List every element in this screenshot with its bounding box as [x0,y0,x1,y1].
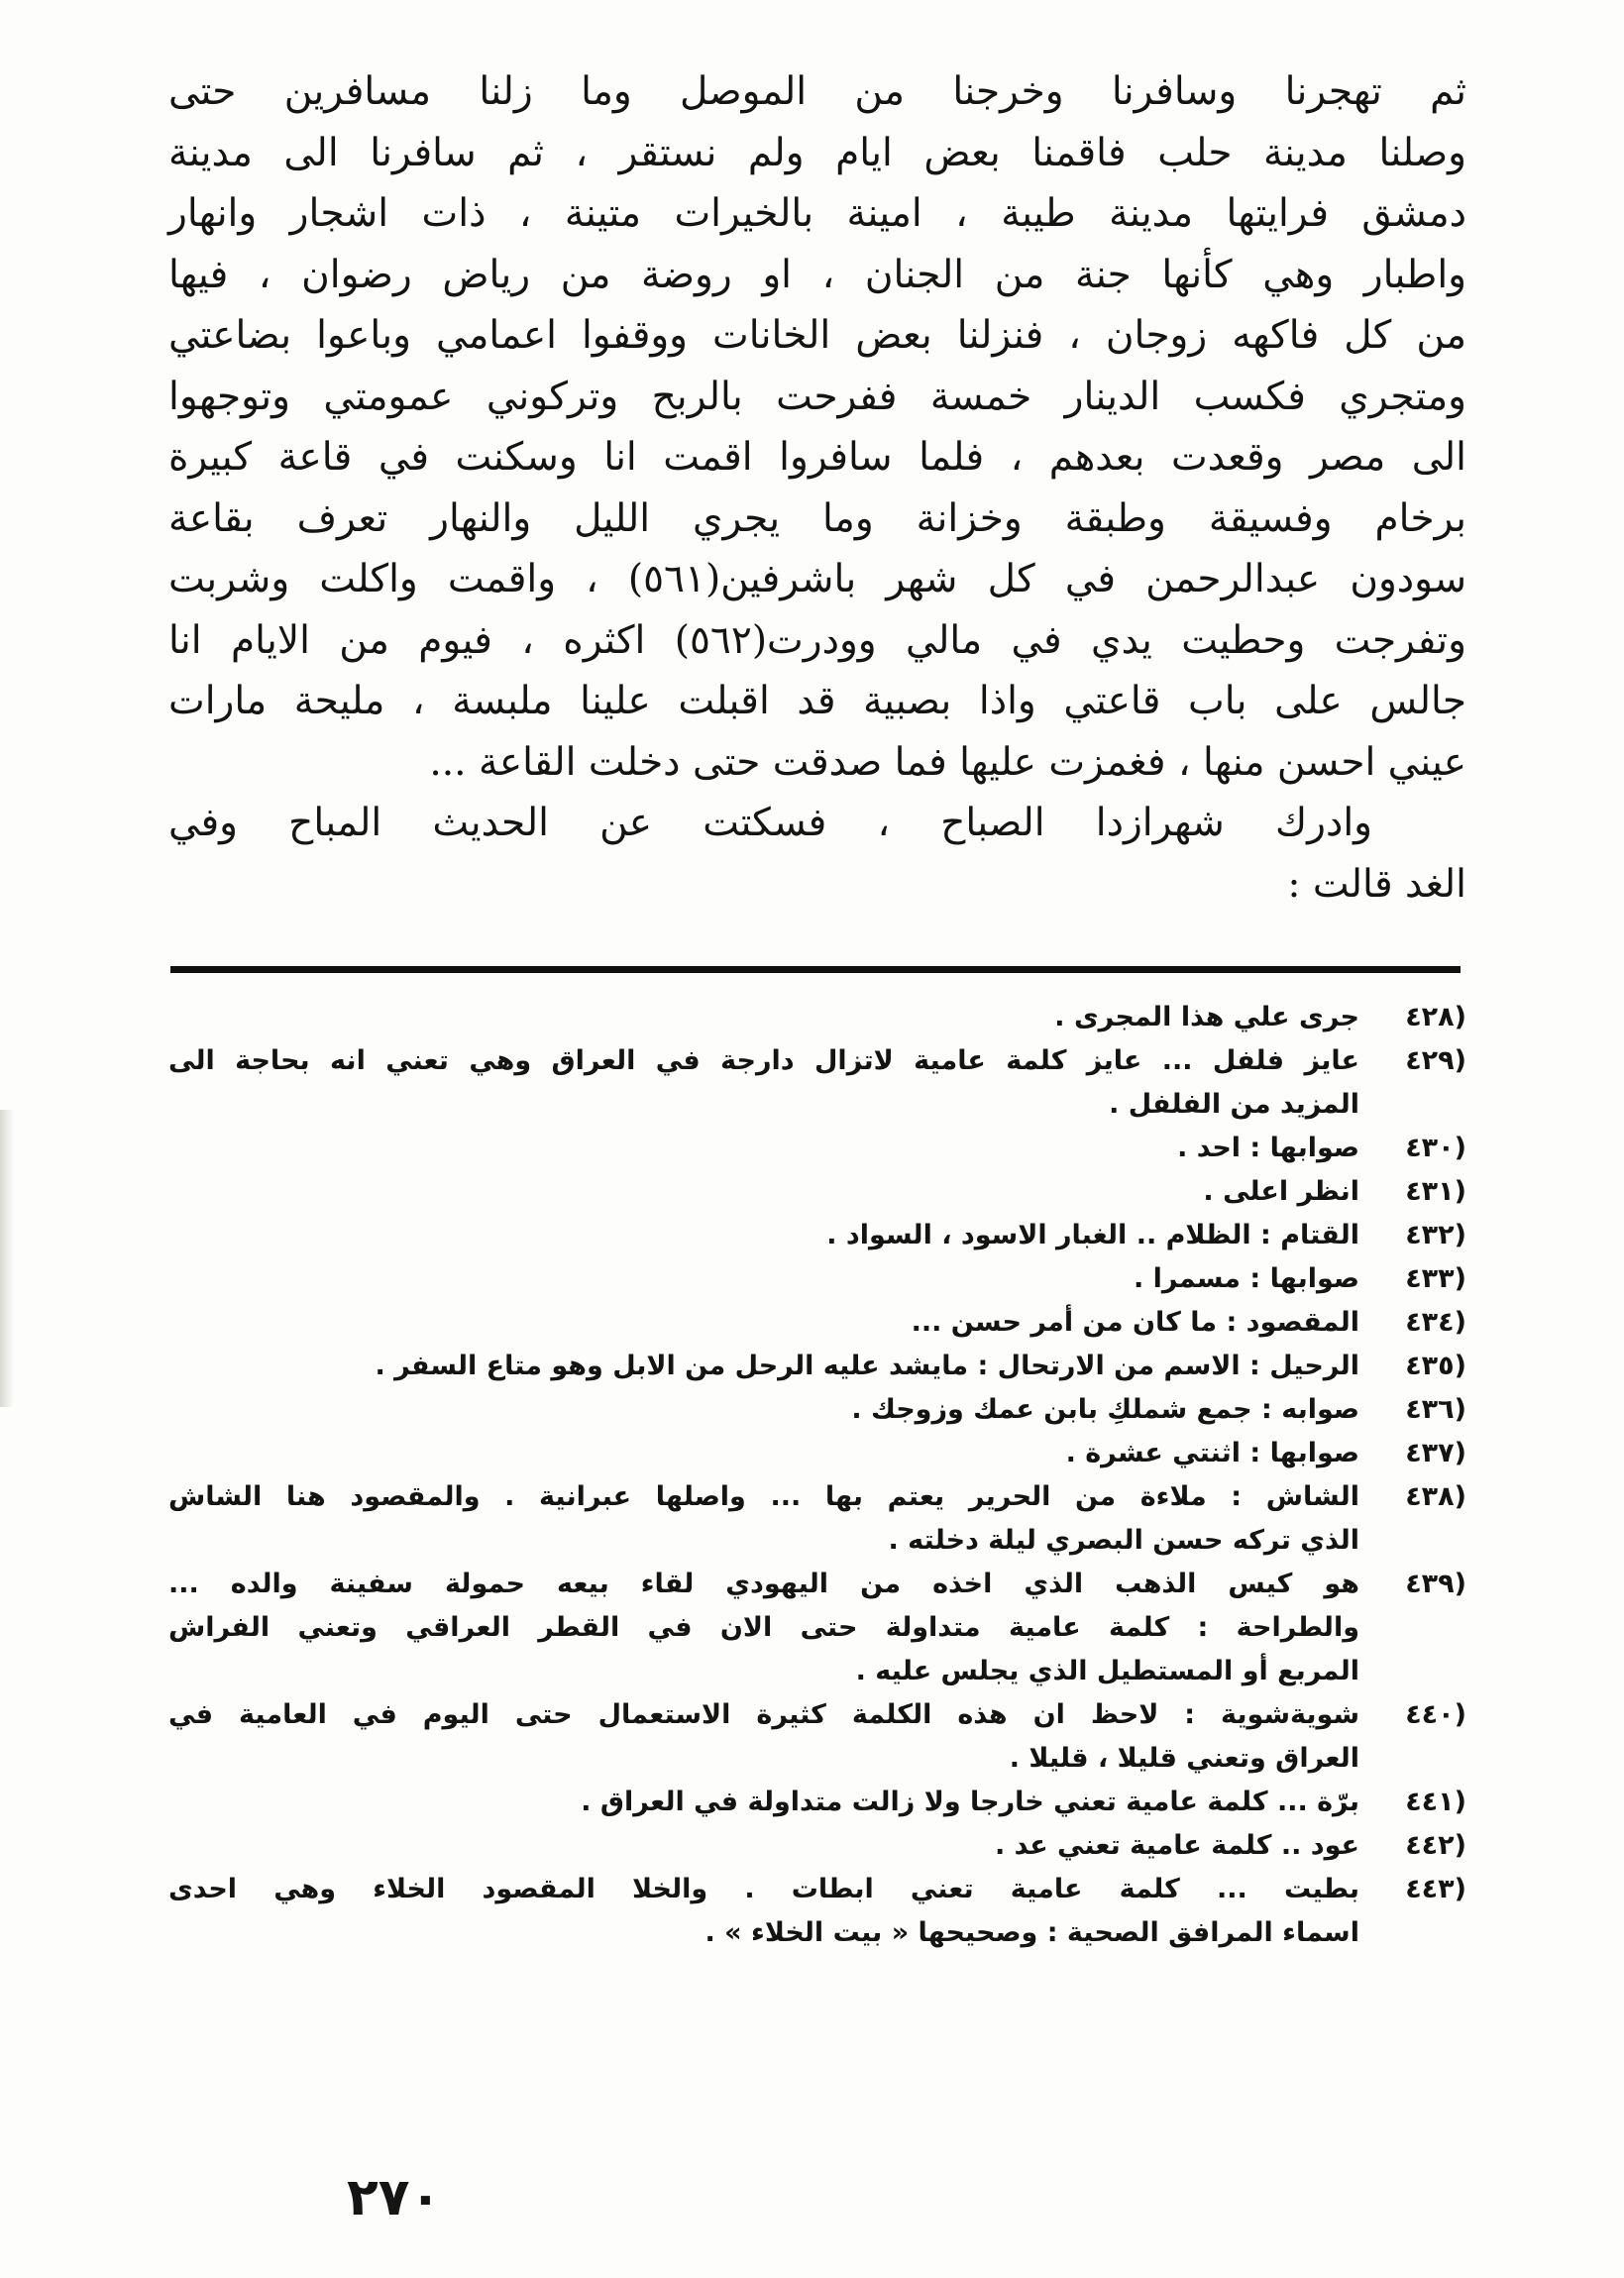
footnote-line: انظر اعلى . [1203,1176,1359,1207]
footnote-line: هو كيس الذهب الذي اخذه من اليهودي لقاء بيعه حمولة سفينة والده ... [168,1569,1359,1599]
footnote [168,1345,1466,1388]
footnote [168,1039,1466,1127]
body-line: جالس على باب قاعتي واذا بصبية قد اقبلت علينا ملبسة ، مليحة مارات [168,679,1466,723]
body-line: ثم تهجرنا وسافرنا وخرجنا من الموصل وما زلنا مسافرين حتى [168,69,1466,114]
footnote-number: (٤٣٣ [1405,1263,1466,1294]
footnote [168,1781,1466,1824]
footnote-number: (٤٣٥ [1405,1351,1466,1381]
body-line: وصلنا مدينة حلب فاقمنا بعض ايام ولم نستقر ، ثم سافرنا الى مدينة [168,130,1466,175]
body-line: من كل فاكهه زوجان ، فنزلنا بعض الخانات ووقفوا اعمامي وباعوا بضاعتي [168,313,1466,358]
footnote-text [168,1214,1359,1257]
footnote-line: صوابها : اثنتي عشرة . [1065,1438,1359,1468]
footnote-number: (٤٤٢ [1405,1830,1466,1861]
footnote-line: المقصود : ما كان من أمر حسن ... [911,1307,1359,1338]
footnote-text [168,1127,1359,1170]
footnote [168,1432,1466,1475]
footnote-line: بطيت ... كلمة عامية تعني ابطات . والخلا المقصود الخلاء وهي احدى [168,1874,1359,1904]
footnote-text [168,1432,1359,1475]
footnote [168,1693,1466,1781]
footnote [168,1301,1466,1345]
footnote-number: (٤٤٠ [1405,1699,1466,1730]
footnote-line: شويةشوية : لاحظ ان هذه الكلمة كثيرة الاستعمال حتى اليوم في العامية في [168,1699,1359,1730]
body-line: سودون عبدالرحمن في كل شهر باشرفين(٥٦١) ، واقمت واكلت وشربت [168,557,1466,601]
footnote-number: (٤٤٣ [1405,1874,1466,1904]
footnote-number: (٤٣٩ [1405,1569,1466,1599]
footnote-line: المزيد من الفلفل . [1109,1089,1359,1120]
footnote [168,1824,1466,1868]
footnote-line: والطراحة : كلمة عامية متداولة حتى الان في القطر العراقي وتعني الفراش [168,1612,1359,1643]
footnote-line: القتام : الظلام .. الغبار الاسود ، السواد . [826,1220,1359,1250]
footnote-text [168,1170,1359,1214]
footnote [168,1475,1466,1563]
footnote-text [168,996,1359,1039]
body-line: الى مصر وقعدت بعدهم ، فلما سافروا اقمت انا وسكنت في قاعة كبيرة [168,435,1466,480]
body-line: عيني احسن منها ، فغمزت عليها فما صدقت حتى دخلت القاعة ... [429,739,1466,785]
body-line: دمشق فرايتها مدينة طيبة ، امينة بالخيرات متينة ، ذات اشجار وانهار [168,191,1466,236]
scan-shadow [0,1110,14,1407]
footnote-number: (٤٣١ [1405,1176,1466,1207]
footnote-number: (٤٤١ [1405,1787,1466,1817]
footnote [168,1214,1466,1257]
footnote-line: الشاش : ملاءة من الحرير يعتم بها ... واصلها عبرانية . والمقصود هنا الشاش [168,1481,1359,1512]
footnote-line: صوابها : مسمرا . [1134,1263,1359,1294]
footnote-number: (٤٢٩ [1405,1045,1466,1076]
footnote-text [168,1475,1359,1563]
body-line: واطبار وهي كأنها جنة من الجنان ، او روضة من رياض رضوان ، فيها [168,252,1466,297]
body-line: وتفرجت وحطيت يدي في مالي وودرت(٥٦٢) اكثره ، فيوم من الايام انا [168,617,1466,663]
footnote-text [168,1345,1359,1388]
footnote-number: (٤٣٧ [1405,1438,1466,1468]
footnote [168,996,1466,1039]
footnote [168,1257,1466,1301]
footnote-line: صوابه : جمع شملكِ بابن عمك وزوجك . [851,1394,1359,1425]
footnotes [168,996,1466,1955]
footnote-line: العراق وتعني قليلا ، قليلا . [1009,1743,1359,1774]
footnote-number: (٤٣٢ [1405,1220,1466,1250]
closing-paragraph [168,793,1466,915]
closing-line: وادرك شهرازدا الصباح ، فسكتت عن الحديث المباح وفي [168,801,1372,845]
footnote-number: (٤٣٦ [1405,1394,1466,1425]
footnote-line: صوابها : احد . [1177,1133,1359,1163]
footnote-line: جرى علي هذا المجرى . [1054,1002,1359,1032]
footnote-line: برّة ... كلمة عامية تعني خارجا ولا زالت متداولة في العراق . [581,1787,1359,1817]
footnote-text [168,1039,1359,1127]
footnote-line: اسماء المرافق الصحية : وصحيحها « بيت الخلاء » . [704,1917,1359,1948]
footnote-line: المربع أو المستطيل الذي يجلس عليه . [855,1656,1359,1686]
footnote [168,1563,1466,1693]
footnote-text [168,1301,1359,1345]
body-line: ومتجري فكسب الدينار خمسة ففرحت بالربح وتركوني عمومتي وتوجهوا [168,374,1466,419]
footnote-text [168,1781,1359,1824]
footnote-line: عايز فلفل ... عايز كلمة عامية لاتزال دارجة في العراق وهي تعني انه بحاجة الى [168,1045,1359,1076]
footnote-text [168,1824,1359,1868]
closing-line: الغد قالت : [1287,861,1466,907]
footnote-divider [170,966,1461,973]
body-line: برخام وفسيقة وطبقة وخزانة وما يجري الليل والنهار تعرف بقاعة [168,495,1466,541]
footnote-line: الذي تركه حسن البصري ليلة دخلته . [888,1525,1359,1556]
footnote-text [168,1388,1359,1432]
footnote-text [168,1868,1359,1955]
footnote-line: الرحيل : الاسم من الارتحال : مايشد عليه الرحل من الابل وهو متاع السفر . [375,1351,1359,1381]
footnote-number: (٤٣٨ [1405,1481,1466,1512]
footnote-line: عود .. كلمة عامية تعني عد . [994,1830,1359,1861]
footnote [168,1868,1466,1955]
footnote [168,1388,1466,1432]
page-number: ٢٧٠ [347,2168,442,2227]
footnote [168,1170,1466,1214]
footnote [168,1127,1466,1170]
footnote-number: (٤٢٨ [1405,1002,1466,1032]
footnote-number: (٤٣٤ [1405,1307,1466,1338]
main-text [168,61,1466,793]
footnote-text [168,1563,1359,1693]
footnote-number: (٤٣٠ [1405,1133,1466,1163]
footnote-text [168,1693,1359,1781]
footnote-text [168,1257,1359,1301]
